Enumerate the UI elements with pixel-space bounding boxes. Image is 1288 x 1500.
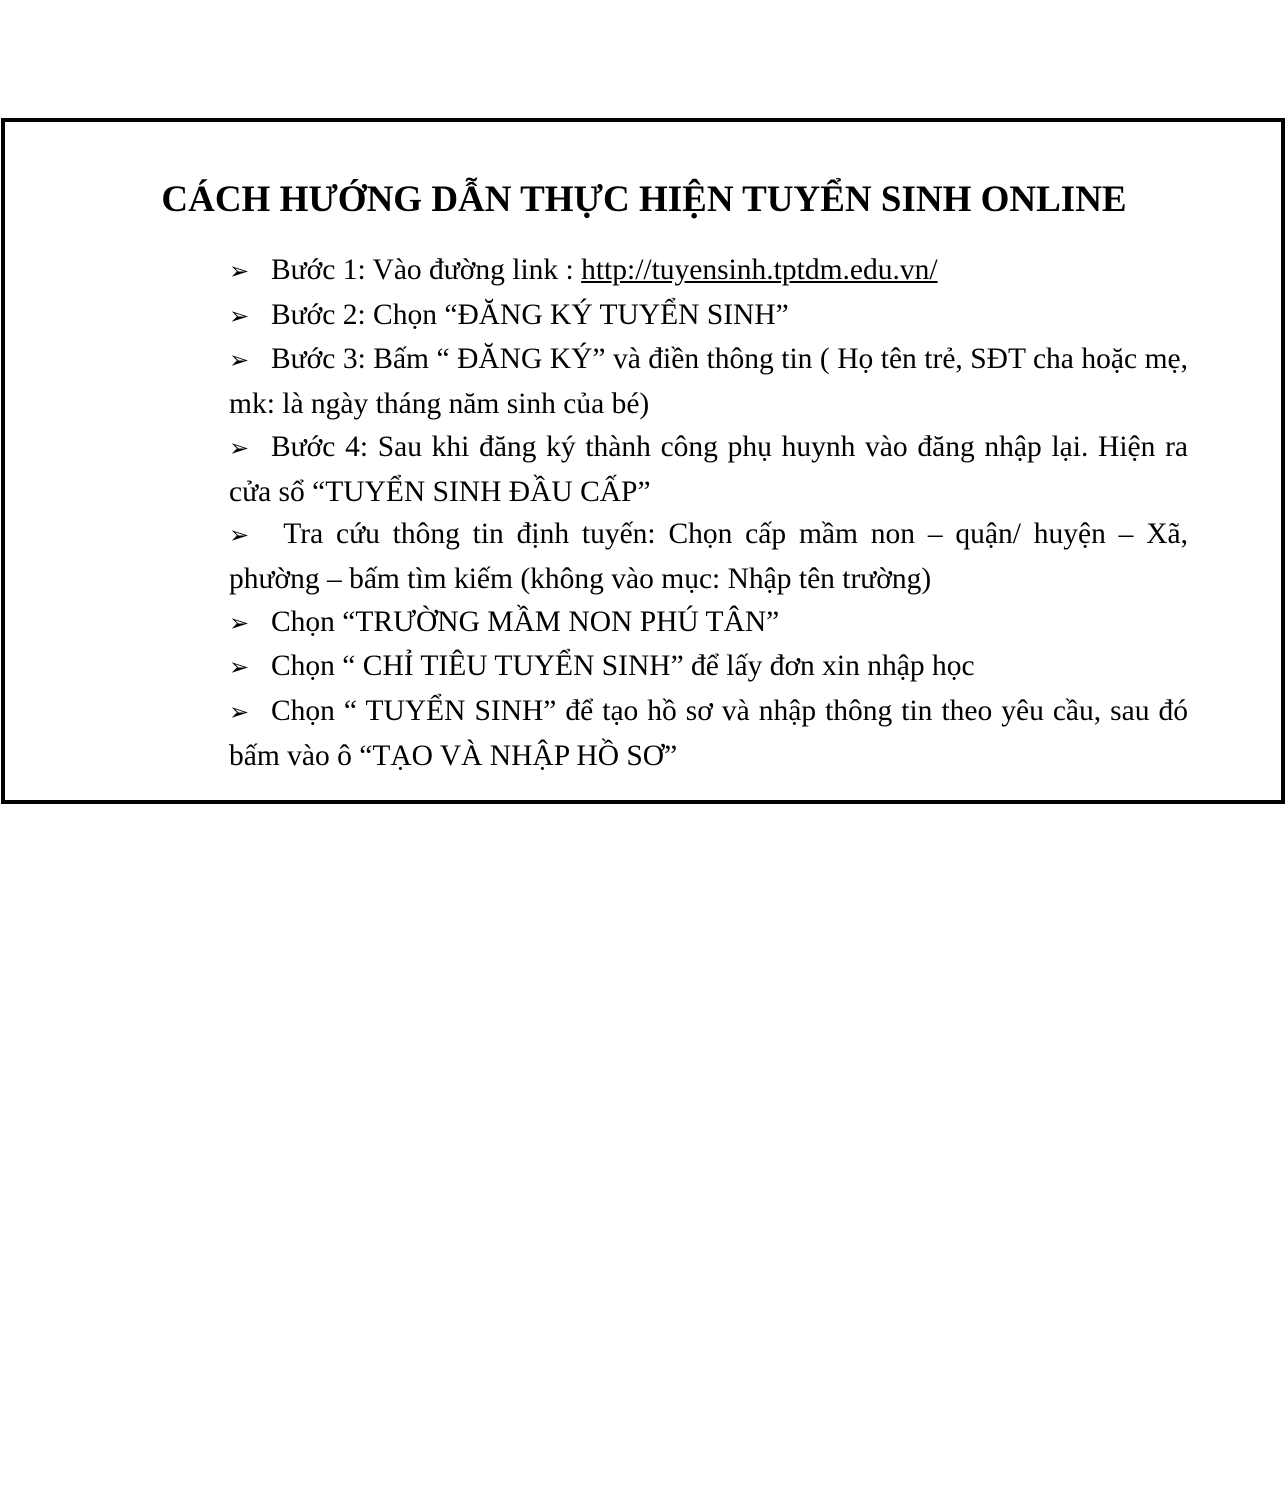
step-5 — [229, 513, 1188, 600]
step-5-text: Tra cứu thông tin định tuyến: Chọn cấp mầm non – quận/ huyện – Xã, phường – bấm tìm kiếm (không vào mục: Nhập tên trường) — [229, 518, 1188, 595]
step-7 — [229, 645, 1188, 690]
step-2 — [229, 294, 1188, 339]
arrow-right-icon: ➢ — [229, 303, 250, 330]
arrow-right-icon: ➢ — [229, 655, 250, 682]
step-2-text: Bước 2: Chọn “ĐĂNG KÝ TUYỂN SINH” — [271, 298, 789, 331]
registration-link[interactable]: http://tuyensinh.tptdm.edu.vn/ — [581, 254, 938, 286]
arrow-right-icon: ➢ — [229, 435, 250, 462]
step-6-text: Chọn “TRƯỜNG MẦM NON PHÚ TÂN” — [271, 605, 780, 638]
step-4-text: Bước 4: Sau khi đăng ký thành công phụ huynh vào đăng nhập lại. Hiện ra cửa sổ “TUYỂN SINH ĐẦU CẤP” — [229, 430, 1188, 508]
page-title: CÁCH HƯỚNG DẪN THỰC HIỆN TUYỂN SINH ONLINE — [161, 179, 1127, 220]
step-4 — [229, 426, 1188, 513]
arrow-right-icon: ➢ — [229, 700, 250, 727]
step-8-text: Chọn “ TUYỂN SINH” để tạo hồ sơ và nhập thông tin theo yêu cầu, sau đó bấm vào ô “TẠO VÀ NHẬP HỒ SƠ” — [229, 695, 1188, 772]
arrow-right-icon: ➢ — [229, 348, 250, 375]
step-1 — [229, 249, 1188, 294]
step-7-text: Chọn “ CHỈ TIÊU TUYỂN SINH” để lấy đơn xin nhập học — [271, 650, 975, 683]
step-3-text: Bước 3: Bấm “ ĐĂNG KÝ” và điền thông tin ( Họ tên trẻ, SĐT cha hoặc mẹ, mk: là ngày tháng năm sinh của bé) — [229, 343, 1188, 421]
arrow-right-icon: ➢ — [229, 259, 250, 285]
arrow-right-icon: ➢ — [229, 610, 250, 637]
step-3 — [229, 338, 1188, 425]
step-1-text: Bước 1: Vào đường link : — [271, 254, 582, 286]
step-6 — [229, 601, 1188, 646]
arrow-right-icon: ➢ — [229, 523, 250, 550]
step-8 — [229, 690, 1188, 777]
steps-list — [229, 249, 1188, 777]
